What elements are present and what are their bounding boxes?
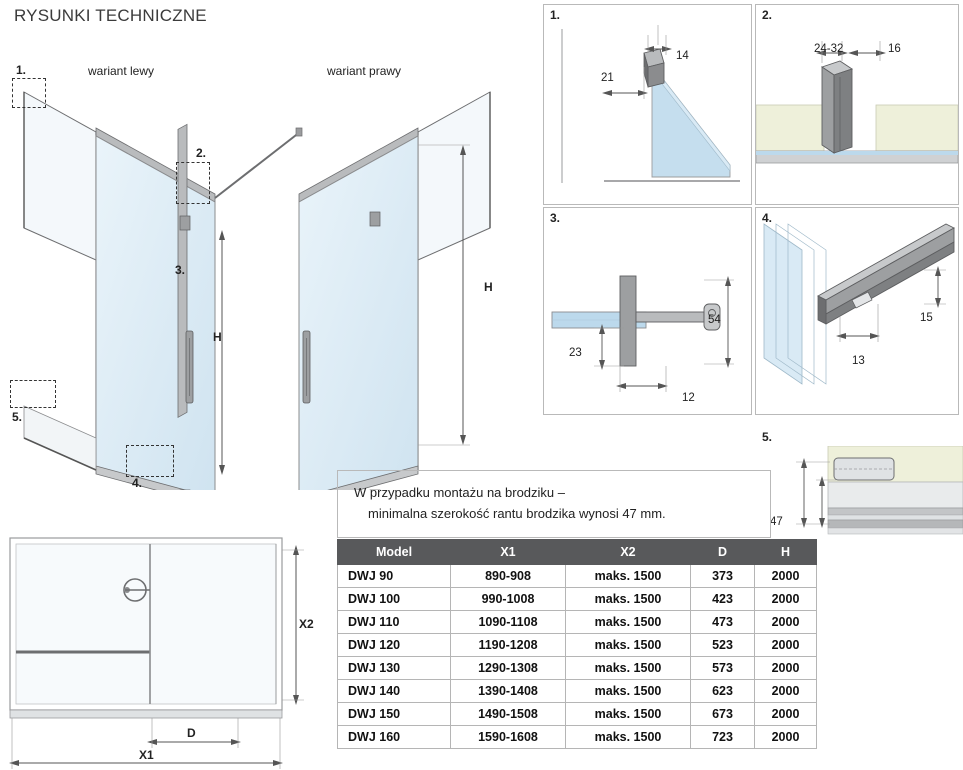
cell-d: 573 bbox=[691, 657, 755, 680]
cell-model: DWJ 110 bbox=[338, 611, 451, 634]
col-x2: X2 bbox=[566, 540, 691, 565]
col-model: Model bbox=[338, 540, 451, 565]
cell-h: 2000 bbox=[755, 703, 817, 726]
table-row bbox=[338, 611, 817, 634]
cell-x1: 1190-1208 bbox=[451, 634, 566, 657]
callout-label-4: 4. bbox=[132, 476, 143, 490]
plan-dim-x2: X2 bbox=[299, 617, 314, 631]
detail-5-number: 5. bbox=[762, 430, 773, 444]
cell-x1: 890-908 bbox=[451, 565, 566, 588]
detail-panel-2 bbox=[755, 4, 959, 205]
plan-view bbox=[0, 520, 320, 770]
col-h: H bbox=[755, 540, 817, 565]
spec-table bbox=[337, 539, 817, 749]
cell-x1: 1090-1108 bbox=[451, 611, 566, 634]
cell-x2: maks. 1500 bbox=[566, 703, 691, 726]
cell-model: DWJ 100 bbox=[338, 588, 451, 611]
callout-label-3: 3. bbox=[175, 263, 186, 277]
col-d: D bbox=[691, 540, 755, 565]
cell-x2: maks. 1500 bbox=[566, 611, 691, 634]
plan-dim-x1: X1 bbox=[139, 748, 154, 762]
col-x1: X1 bbox=[451, 540, 566, 565]
cell-x2: maks. 1500 bbox=[566, 680, 691, 703]
cell-x1: 990-1008 bbox=[451, 588, 566, 611]
callout-label-2: 2. bbox=[196, 146, 207, 160]
cell-h: 2000 bbox=[755, 565, 817, 588]
note-line-2: minimalna szerokość rantu brodzika wynosi 47 mm. bbox=[368, 505, 666, 521]
note-line-1: W przypadku montażu na brodziku – bbox=[354, 485, 565, 500]
cell-x1: 1390-1408 bbox=[451, 680, 566, 703]
callout-box-4 bbox=[126, 445, 174, 477]
detail-3-dim-23: 23 bbox=[569, 347, 582, 359]
detail-3-dim-54: 54 bbox=[708, 314, 721, 326]
table-row bbox=[338, 680, 817, 703]
variant-left-label: wariant lewy bbox=[88, 64, 155, 78]
page-title: RYSUNKI TECHNICZNE bbox=[14, 6, 207, 25]
table-header-row bbox=[338, 540, 817, 565]
plan-dim-d: D bbox=[187, 726, 196, 740]
cell-d: 673 bbox=[691, 703, 755, 726]
dim-h-right: H bbox=[484, 280, 493, 294]
detail-4-number: 4. bbox=[762, 211, 773, 225]
spec-table-wrap bbox=[337, 539, 817, 749]
cell-x2: maks. 1500 bbox=[566, 634, 691, 657]
cell-d: 723 bbox=[691, 726, 755, 749]
detail-panel-1 bbox=[543, 4, 752, 205]
detail-5-dim-47: 47 bbox=[770, 516, 783, 528]
callout-label-5: 5. bbox=[12, 410, 23, 424]
table-row bbox=[338, 703, 817, 726]
cell-d: 623 bbox=[691, 680, 755, 703]
cell-x2: maks. 1500 bbox=[566, 588, 691, 611]
detail-2-dim-16: 16 bbox=[888, 43, 901, 55]
table-row bbox=[338, 726, 817, 749]
callout-box-5 bbox=[10, 380, 56, 408]
cell-h: 2000 bbox=[755, 611, 817, 634]
cell-h: 2000 bbox=[755, 634, 817, 657]
table-row bbox=[338, 565, 817, 588]
dim-h-left: H bbox=[213, 330, 222, 344]
cell-model: DWJ 90 bbox=[338, 565, 451, 588]
detail-3-number: 3. bbox=[550, 211, 561, 225]
cell-x1: 1590-1608 bbox=[451, 726, 566, 749]
cell-h: 2000 bbox=[755, 726, 817, 749]
cell-x2: maks. 1500 bbox=[566, 657, 691, 680]
detail-panel-4 bbox=[755, 207, 959, 415]
detail-3-svg bbox=[544, 208, 751, 414]
cell-model: DWJ 120 bbox=[338, 634, 451, 657]
cell-x2: maks. 1500 bbox=[566, 565, 691, 588]
plan-view-svg bbox=[0, 520, 320, 770]
perspective-drawings bbox=[0, 50, 520, 490]
cell-h: 2000 bbox=[755, 588, 817, 611]
detail-panel-3 bbox=[543, 207, 752, 415]
cell-x1: 1490-1508 bbox=[451, 703, 566, 726]
cell-x1: 1290-1308 bbox=[451, 657, 566, 680]
callout-box-1 bbox=[12, 78, 46, 108]
table-row bbox=[338, 634, 817, 657]
installation-note bbox=[337, 470, 771, 538]
detail-2-number: 2. bbox=[762, 8, 773, 22]
detail-4-svg bbox=[756, 208, 958, 414]
cell-model: DWJ 140 bbox=[338, 680, 451, 703]
detail-2-dim-2432: 24-32 bbox=[814, 43, 844, 55]
cell-d: 523 bbox=[691, 634, 755, 657]
cell-model: DWJ 130 bbox=[338, 657, 451, 680]
cell-d: 373 bbox=[691, 565, 755, 588]
cell-d: 473 bbox=[691, 611, 755, 634]
detail-1-number: 1. bbox=[550, 8, 561, 22]
variant-right-label: wariant prawy bbox=[327, 64, 402, 78]
detail-4-dim-15: 15 bbox=[920, 312, 933, 324]
detail-1-svg bbox=[544, 5, 751, 204]
detail-1-dim-14: 14 bbox=[676, 50, 689, 62]
detail-4-dim-13: 13 bbox=[852, 355, 865, 367]
callout-box-2 bbox=[176, 162, 210, 204]
detail-3-dim-12: 12 bbox=[682, 392, 695, 404]
table-row bbox=[338, 588, 817, 611]
cell-model: DWJ 150 bbox=[338, 703, 451, 726]
detail-2-svg bbox=[756, 5, 958, 204]
cell-h: 2000 bbox=[755, 680, 817, 703]
detail-1-dim-21: 21 bbox=[601, 72, 614, 84]
callout-label-1: 1. bbox=[16, 63, 27, 77]
cell-d: 423 bbox=[691, 588, 755, 611]
cell-h: 2000 bbox=[755, 657, 817, 680]
cell-x2: maks. 1500 bbox=[566, 726, 691, 749]
cell-model: DWJ 160 bbox=[338, 726, 451, 749]
perspective-svg bbox=[0, 50, 520, 490]
table-row bbox=[338, 657, 817, 680]
